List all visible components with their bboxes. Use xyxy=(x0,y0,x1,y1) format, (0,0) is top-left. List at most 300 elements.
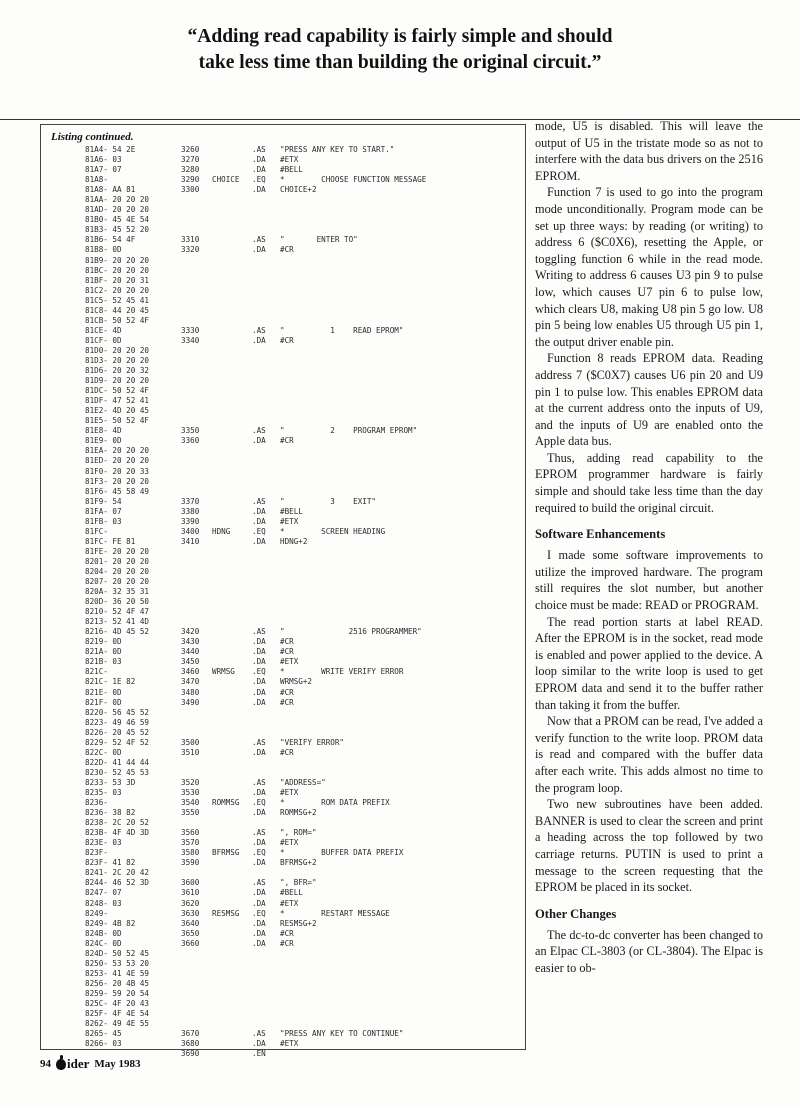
listing-line xyxy=(85,818,525,828)
listing-line-number: 3460 xyxy=(181,667,200,677)
article-paragraph: The read portion starts at label READ. After the EPROM is in the socket, read mode is enabled and power applied to the device. A loop similar to the write loop is used to get EPROM data and send it to the buffer rather than taking it from the buffer. xyxy=(535,614,763,712)
listing-line-number: 3570 xyxy=(181,838,200,848)
listing-address: 823E- 03 xyxy=(85,838,122,848)
magazine-logo xyxy=(56,1056,89,1072)
listing-address: 81B0- 45 4E 54 xyxy=(85,215,150,225)
listing-line-number: 3420 xyxy=(181,627,200,637)
listing-line xyxy=(85,698,525,708)
listing-opcode: .AS xyxy=(252,325,266,335)
listing-opcode: .DA xyxy=(252,898,266,908)
listing-operand: #CR xyxy=(280,928,294,938)
listing-line-number: 3290 xyxy=(181,175,200,185)
listing-line-number: 3390 xyxy=(181,516,200,526)
listing-address: 81FE- 20 20 20 xyxy=(85,546,150,556)
listing-address: 81D0- 20 20 20 xyxy=(85,345,150,355)
listing-address: 8236- xyxy=(85,798,108,808)
listing-address: 81E5- 50 52 4F xyxy=(85,416,150,426)
listing-line xyxy=(85,969,525,979)
listing-address: 81B3- 45 52 20 xyxy=(85,225,150,235)
listing-address: 823F- 41 82 xyxy=(85,858,136,868)
listing-address: 824D- 50 52 45 xyxy=(85,948,150,958)
listing-address: 8238- 2C 20 52 xyxy=(85,818,150,828)
listing-operand: ", BFR=" xyxy=(280,878,317,888)
listing-address: 8226- 20 45 52 xyxy=(85,727,150,737)
listing-line xyxy=(85,667,525,677)
listing-line xyxy=(85,778,525,788)
listing-opcode: .DA xyxy=(252,687,266,697)
listing-line xyxy=(85,346,525,356)
listing-line xyxy=(85,989,525,999)
listing-address: 81A4- 54 2E xyxy=(85,145,136,154)
listing-line xyxy=(85,929,525,939)
listing-operand: ", ROM=" xyxy=(280,828,317,838)
listing-opcode: .DA xyxy=(252,838,266,848)
listing-operand: WRMSG+2 xyxy=(280,677,313,687)
listing-line xyxy=(85,999,525,1009)
listing-address: 81B9- 20 20 20 xyxy=(85,255,150,265)
listing-line xyxy=(85,688,525,698)
listing-operand: #CR xyxy=(280,335,294,345)
listing-line xyxy=(85,838,525,848)
listing-line-number: 3510 xyxy=(181,747,200,757)
listing-line-number: 3490 xyxy=(181,697,200,707)
listing-address: 81A8- xyxy=(85,175,108,185)
listing-opcode: .AS xyxy=(252,627,266,637)
listing-line xyxy=(85,165,525,175)
pull-quote xyxy=(0,24,800,76)
listing-line xyxy=(85,748,525,758)
listing-address: 81F9- 54 xyxy=(85,496,122,506)
listing-line xyxy=(85,1039,525,1049)
listing-operand: #CR xyxy=(280,697,294,707)
listing-address: 81B8- 0D xyxy=(85,245,122,255)
listing-address: 8236- 38 82 xyxy=(85,808,136,818)
listing-operand: " 2516 PROGRAMMER" xyxy=(280,627,422,637)
listing-line xyxy=(85,215,525,225)
listing-opcode: .DA xyxy=(252,536,266,546)
listing-operand: "VERIFY ERROR" xyxy=(280,737,345,747)
listing-line-number: 3440 xyxy=(181,647,200,657)
listing-line xyxy=(85,718,525,728)
listing-line xyxy=(85,708,525,718)
listing-address: 8253- 41 4E 59 xyxy=(85,968,150,978)
listing-operand: * ROM DATA PREFIX xyxy=(280,798,390,808)
listing-address: 81AD- 20 20 20 xyxy=(85,205,150,215)
listing-address: 8266- 03 xyxy=(85,1039,122,1049)
listing-operand: #ETX xyxy=(280,838,299,848)
listing-address: 8204- 20 20 20 xyxy=(85,566,150,576)
listing-line xyxy=(85,1009,525,1019)
listing-address: 825F- 4F 4E 54 xyxy=(85,1009,150,1019)
listing-caption: Listing continued. xyxy=(51,131,134,143)
listing-address: 81C8- 44 20 45 xyxy=(85,305,150,315)
listing-line-number: 3280 xyxy=(181,165,200,175)
listing-line-number: 3360 xyxy=(181,436,200,446)
listing-line-number: 3320 xyxy=(181,245,200,255)
listing-address: 81EA- 20 20 20 xyxy=(85,446,150,456)
listing-operand: #ETX xyxy=(280,898,299,908)
listing-line xyxy=(85,627,525,637)
listing-line xyxy=(85,949,525,959)
listing-opcode: .DA xyxy=(252,647,266,657)
listing-operand: BFRMSG+2 xyxy=(280,858,317,868)
listing-line xyxy=(85,888,525,898)
listing-operand: #ETX xyxy=(280,155,299,165)
listing-line xyxy=(85,637,525,647)
listing-line xyxy=(85,657,525,667)
listing-line xyxy=(85,728,525,738)
listing-address: 8220- 56 45 52 xyxy=(85,707,150,717)
listing-operand: #CR xyxy=(280,687,294,697)
listing-line xyxy=(85,256,525,266)
listing-opcode: .AS xyxy=(252,1029,266,1039)
listing-line xyxy=(85,808,525,818)
listing-opcode: .DA xyxy=(252,888,266,898)
listing-operand: HDNG+2 xyxy=(280,536,308,546)
listing-address: 8207- 20 20 20 xyxy=(85,577,150,587)
listing-label: RESMSG xyxy=(212,908,240,918)
listing-address: 8235- 03 xyxy=(85,788,122,797)
listing-opcode: .DA xyxy=(252,747,266,757)
listing-line xyxy=(85,446,525,456)
listing-address: 81A8- AA 81 xyxy=(85,185,136,195)
listing-operand: #CR xyxy=(280,637,294,647)
listing-line-number: 3270 xyxy=(181,155,200,165)
listing-label: BFRMSG xyxy=(212,848,240,858)
listing-line xyxy=(85,487,525,497)
listing-line xyxy=(85,788,525,798)
listing-line xyxy=(85,909,525,919)
listing-line xyxy=(85,557,525,567)
listing-line xyxy=(85,567,525,577)
apple-logo-icon xyxy=(56,1059,66,1070)
listing-opcode: .AS xyxy=(252,828,266,838)
listing-line-number: 3550 xyxy=(181,808,200,818)
listing-opcode: .DA xyxy=(252,516,266,526)
listing-line-number: 3310 xyxy=(181,235,200,245)
listing-address: 821E- 0D xyxy=(85,687,122,697)
listing-line-number: 3680 xyxy=(181,1039,200,1049)
listing-label: WRMSG xyxy=(212,667,235,677)
listing-line xyxy=(85,607,525,617)
listing-operand: " 1 READ EPROM" xyxy=(280,325,404,335)
page-number: 94 xyxy=(40,1058,51,1070)
listing-line xyxy=(85,868,525,878)
listing-line xyxy=(85,296,525,306)
listing-operand: #CR xyxy=(280,245,294,255)
listing-address: 81A6- 03 xyxy=(85,155,122,165)
listing-line xyxy=(85,878,525,888)
listing-line xyxy=(85,205,525,215)
listing-address: 8248- 03 xyxy=(85,898,122,908)
listing-operand: #CR xyxy=(280,747,294,757)
listing-opcode: .DA xyxy=(252,788,266,797)
listing-line xyxy=(85,677,525,687)
listing-operand: * SCREEN HEADING xyxy=(280,526,386,536)
listing-address: 81C2- 20 20 20 xyxy=(85,285,150,295)
listing-opcode: .AS xyxy=(252,777,266,787)
listing-line xyxy=(85,416,525,426)
listing-address: 8262- 49 4E 55 xyxy=(85,1019,150,1029)
listing-address: 81AA- 20 20 20 xyxy=(85,195,150,205)
listing-address: 820A- 32 35 31 xyxy=(85,587,150,597)
listing-operand: #CR xyxy=(280,938,294,948)
listing-operand: " 2 PROGRAM EPROM" xyxy=(280,426,418,436)
listing-line xyxy=(85,768,525,778)
listing-line xyxy=(85,899,525,909)
listing-address: 81BC- 20 20 20 xyxy=(85,265,150,275)
listing-line-number: 3600 xyxy=(181,878,200,888)
listing-operand: #ETX xyxy=(280,657,299,667)
listing-line xyxy=(85,939,525,949)
listing-operand: * WRITE VERIFY ERROR xyxy=(280,667,404,677)
listing-address: 81CE- 4D xyxy=(85,325,122,335)
listing-opcode: .AS xyxy=(252,235,266,245)
listing-line-number: 3340 xyxy=(181,335,200,345)
listing-line xyxy=(85,577,525,587)
listing-address: 81FC- xyxy=(85,526,108,536)
article-paragraph: Thus, adding read capability to the EPROM programmer hardware is fairly simple and should take less time than the day required to build the original circuit. xyxy=(535,450,763,515)
assembly-listing xyxy=(85,145,525,1059)
listing-operand: #BELL xyxy=(280,165,303,175)
article-paragraph: Function 7 is used to go into the program mode unconditionally. Program mode can be set up three ways: by reading (or writing) to address 6 ($C0X6), resetting the Apple, or toggling function 6 while in the read mode. Writing to address 6 causes U3 pin 9 to pulse low, which causes U7 pin 6 to pulse low, which clears U8, making U8 pin 5 go low. U8 pin 5 being low enables U5 through U5 pin 1, the output driver enable pin. xyxy=(535,185,763,349)
listing-line xyxy=(85,738,525,748)
listing-line-number: 3670 xyxy=(181,1029,200,1039)
listing-address: 81A7- 07 xyxy=(85,165,122,175)
listing-line-number: 3620 xyxy=(181,898,200,908)
listing-operand: * BUFFER DATA PREFIX xyxy=(280,848,404,858)
listing-operand: #ETX xyxy=(280,1039,299,1049)
listing-address: 81D6- 20 20 32 xyxy=(85,366,150,376)
issue-date: May 1983 xyxy=(94,1058,141,1070)
listing-line-number: 3300 xyxy=(181,185,200,195)
listing-line-number: 3540 xyxy=(181,798,200,808)
article-column xyxy=(535,118,763,977)
listing-line-number: 3500 xyxy=(181,737,200,747)
listing-address: 821F- 0D xyxy=(85,697,122,707)
listing-address: 81BF- 20 20 31 xyxy=(85,275,150,285)
listing-address: 81E8- 4D xyxy=(85,426,122,436)
listing-operand: " 3 EXIT" xyxy=(280,496,377,506)
listing-line xyxy=(85,326,525,336)
listing-line xyxy=(85,145,525,155)
listing-address: 81DC- 50 52 4F xyxy=(85,386,150,396)
listing-operand: * CHOOSE FUNCTION MESSAGE xyxy=(280,175,427,185)
listing-opcode: .DA xyxy=(252,436,266,446)
listing-line xyxy=(85,155,525,165)
listing-operand: "PRESS ANY KEY TO CONTINUE" xyxy=(280,1029,404,1039)
listing-line-number: 3410 xyxy=(181,536,200,546)
listing-line-number: 3260 xyxy=(181,145,200,154)
listing-address: 822C- 0D xyxy=(85,747,122,757)
listing-address: 81E2- 4D 20 45 xyxy=(85,406,150,416)
listing-line-number: 3580 xyxy=(181,848,200,858)
listing-opcode: .EQ xyxy=(252,175,266,185)
listing-address: 81ED- 20 20 20 xyxy=(85,456,150,466)
listing-address: 822D- 41 44 44 xyxy=(85,757,150,767)
listing-line-number: 3590 xyxy=(181,858,200,868)
listing-opcode: .EQ xyxy=(252,798,266,808)
listing-line xyxy=(85,396,525,406)
listing-line xyxy=(85,266,525,276)
pull-quote-line-2: take less time than building the original circuit.” xyxy=(198,52,602,73)
article-paragraph: Two new subroutines have been added. BANNER is used to clear the screen and print a heading across the top followed by two carriage returns. PUTIN is used to print a message to the screen requesting that the EPROM be placed in its socket. xyxy=(535,797,763,895)
listing-operand: #ETX xyxy=(280,516,299,526)
listing-line-number: 3370 xyxy=(181,496,200,506)
listing-opcode: .AS xyxy=(252,737,266,747)
listing-line-number: 3560 xyxy=(181,828,200,838)
listing-address: 821B- 03 xyxy=(85,657,122,667)
listing-line-number: 3430 xyxy=(181,637,200,647)
listing-label: ROMMSG xyxy=(212,798,240,808)
listing-opcode: .EQ xyxy=(252,526,266,536)
listing-address: 81FC- FE 81 xyxy=(85,536,136,546)
listing-line xyxy=(85,828,525,838)
listing-operand: CHOICE+2 xyxy=(280,185,317,195)
listing-line-number: 3610 xyxy=(181,888,200,898)
listing-line xyxy=(85,245,525,255)
article-paragraph: Now that a PROM can be read, I've added a verify function to the write loop. PROM data is read and compared with the buffer data after each write. This adds almost no time to the program loop. xyxy=(535,714,763,795)
listing-address: 8259- 59 20 54 xyxy=(85,988,150,998)
listing-operand: #CR xyxy=(280,436,294,446)
listing-line xyxy=(85,426,525,436)
listing-address: 821C- xyxy=(85,667,108,677)
listing-opcode: .DA xyxy=(252,155,266,165)
listing-operand: * RESTART MESSAGE xyxy=(280,908,390,918)
section-heading: Software Enhancements xyxy=(535,527,666,542)
listing-line-number: 3350 xyxy=(181,426,200,436)
listing-line xyxy=(85,195,525,205)
listing-opcode: .DA xyxy=(252,335,266,345)
listing-address: 81F3- 20 20 20 xyxy=(85,476,150,486)
listing-operand: #BELL xyxy=(280,506,303,516)
listing-opcode: .AS xyxy=(252,426,266,436)
listing-line-number: 3530 xyxy=(181,788,200,797)
listing-line-number: 3650 xyxy=(181,928,200,938)
listing-line xyxy=(85,276,525,286)
listing-line xyxy=(85,959,525,969)
listing-line xyxy=(85,527,525,537)
listing-line-number: 3380 xyxy=(181,506,200,516)
listing-opcode: .DA xyxy=(252,697,266,707)
listing-address: 8249- 4B 82 xyxy=(85,918,136,928)
listing-opcode: .DA xyxy=(252,858,266,868)
listing-address: 8216- 4D 45 52 xyxy=(85,627,150,637)
listing-opcode: .AS xyxy=(252,878,266,888)
listing-address: 824C- 0D xyxy=(85,938,122,948)
listing-address: 81CB- 50 52 4F xyxy=(85,315,150,325)
listing-line xyxy=(85,406,525,416)
listing-address: 8244- 46 52 3D xyxy=(85,878,150,888)
listing-line-number: 3450 xyxy=(181,657,200,667)
listing-line-number: 3400 xyxy=(181,526,200,536)
listing-address: 821C- 1E 82 xyxy=(85,677,136,687)
listing-operand: " ENTER TO" xyxy=(280,235,358,245)
listing-address: 825C- 4F 20 43 xyxy=(85,998,150,1008)
listing-address: 8233- 53 3D xyxy=(85,777,136,787)
listing-opcode: .DA xyxy=(252,1039,266,1049)
listing-address: 823B- 4F 4D 3D xyxy=(85,828,150,838)
listing-address: 821A- 0D xyxy=(85,647,122,657)
listing-line-number: 3470 xyxy=(181,677,200,687)
listing-line xyxy=(85,175,525,185)
listing-line-number: 3630 xyxy=(181,908,200,918)
listing-address: 81F6- 45 58 49 xyxy=(85,486,150,496)
listing-opcode: .EQ xyxy=(252,908,266,918)
listing-label: HDNG xyxy=(212,526,231,536)
listing-opcode: .AS xyxy=(252,145,266,154)
listing-opcode: .DA xyxy=(252,928,266,938)
listing-address: 8230- 52 45 53 xyxy=(85,767,150,777)
listing-opcode: .DA xyxy=(252,506,266,516)
listing-line xyxy=(85,336,525,346)
article-paragraph: I made some software improvements to utilize the improved hardware. The program still requires the slot number, but another choice must be made: READ or PROGRAM. xyxy=(535,548,763,613)
article-paragraph: Function 8 reads EPROM data. Reading address 7 ($C0X7) causes U6 pin 20 and U9 pin 1 to pulse low. This enables EPROM data at the current address onto the inputs of U9, and the inputs of U9 are enabled onto the Apple data bus. xyxy=(535,351,763,449)
listing-line xyxy=(85,386,525,396)
listing-line xyxy=(85,537,525,547)
listing-address: 81E9- 0D xyxy=(85,436,122,446)
listing-line-number: 3690 xyxy=(181,1049,200,1059)
article-paragraph: The dc-to-dc converter has been changed to an Elpac CL-3803 (or CL-3804). The Elpac is easier to ob- xyxy=(535,927,763,975)
article-paragraph: mode, U5 is disabled. This will leave the output of U5 in the tristate mode so as not to interfere with the data bus drivers on the 2516 EPROM. xyxy=(535,119,763,183)
listing-line xyxy=(85,316,525,326)
listing-line xyxy=(85,497,525,507)
listing-opcode: .DA xyxy=(252,185,266,195)
listing-line xyxy=(85,858,525,868)
listing-opcode: .DA xyxy=(252,918,266,928)
listing-address: 8213- 52 41 4D xyxy=(85,617,150,627)
listing-address: 81C5- 52 45 41 xyxy=(85,295,150,305)
listing-line xyxy=(85,306,525,316)
listing-opcode: .DA xyxy=(252,165,266,175)
listing-address: 8201- 20 20 20 xyxy=(85,556,150,566)
listing-address: 81FB- 03 xyxy=(85,516,122,526)
listing-line xyxy=(85,587,525,597)
listing-opcode: .EQ xyxy=(252,667,266,677)
listing-operand: #BELL xyxy=(280,888,303,898)
listing-operand: #ETX xyxy=(280,788,299,797)
listing-address: 81D9- 20 20 20 xyxy=(85,376,150,386)
listing-line xyxy=(85,467,525,477)
listing-address: 824B- 0D xyxy=(85,928,122,938)
listing-line xyxy=(85,436,525,446)
listing-line-number: 3520 xyxy=(181,777,200,787)
listing-opcode: .EN xyxy=(252,1049,266,1059)
listing-address: 8241- 2C 20 42 xyxy=(85,868,150,878)
listing-line xyxy=(85,517,525,527)
listing-address: 8265- 45 xyxy=(85,1029,122,1039)
listing-line xyxy=(85,979,525,989)
listing-address: 81D3- 20 20 20 xyxy=(85,355,150,365)
listing-line xyxy=(85,185,525,195)
listing-line xyxy=(85,225,525,235)
listing-address: 81B6- 54 4F xyxy=(85,235,136,245)
listing-line xyxy=(85,1049,525,1059)
listing-opcode: .DA xyxy=(252,245,266,255)
listing-address: 820D- 36 20 50 xyxy=(85,597,150,607)
listing-line-number: 3640 xyxy=(181,918,200,928)
listing-address: 8250- 53 53 20 xyxy=(85,958,150,968)
listing-line xyxy=(85,617,525,627)
listing-line-number: 3330 xyxy=(181,325,200,335)
listing-line xyxy=(85,597,525,607)
listing-line-number: 3660 xyxy=(181,938,200,948)
listing-operand: #CR xyxy=(280,647,294,657)
listing-line xyxy=(85,376,525,386)
listing-line xyxy=(85,477,525,487)
listing-opcode: .DA xyxy=(252,938,266,948)
listing-line xyxy=(85,366,525,376)
